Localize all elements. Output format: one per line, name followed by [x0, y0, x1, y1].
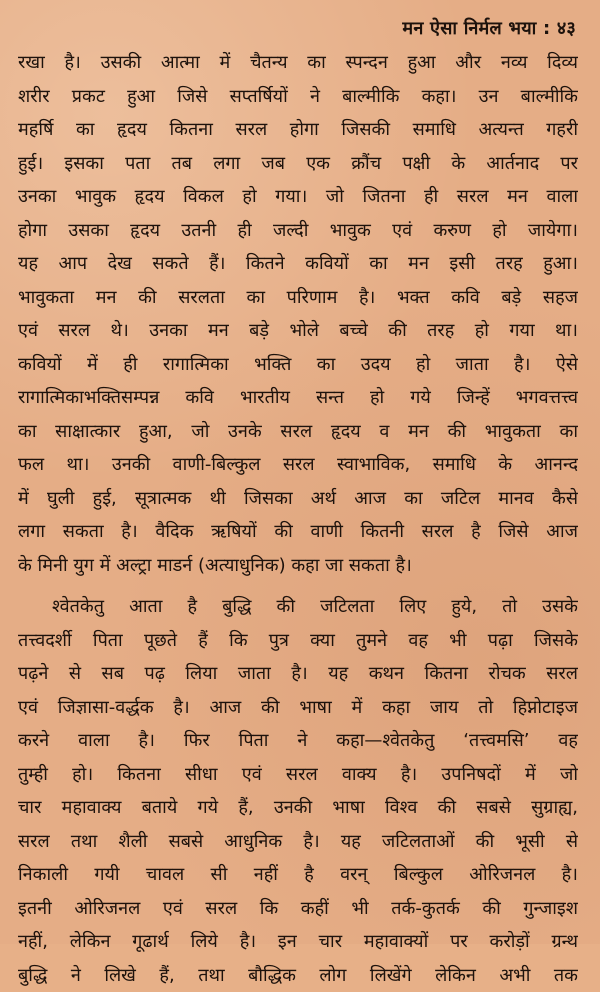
text-line: तत्त्वदर्शी पिता पूछते हैं कि पुत्र क्या तुमने वह भी पढ़ा जिसके	[18, 624, 578, 658]
text-line: उनका भावुक हृदय विकल हो गया। जो जितना ही सरल मन वाला	[18, 180, 578, 214]
text-line: बुद्धि ने लिखे हैं, तथा बौद्धिक लोग लिखेंगे लेकिन अभी तक	[18, 959, 578, 992]
text-line: पढ़ने से सब पढ़ लिया जाता है। यह कथन कितना रोचक सरल	[18, 657, 578, 691]
text-line: फल था। उनकी वाणी-बिल्कुल सरल स्वाभाविक, समाधि के आनन्द	[18, 448, 578, 482]
text-line: निकाली गयी चावल सी नहीं है वरन् बिल्कुल ओरिजनल है।	[18, 858, 578, 892]
text-line: सरल तथा शैली सबसे आधुनिक है। यह जटिलताओं की भूसी से	[18, 825, 578, 859]
text-line: यह आप देख सकते हैं। कितने कवियों का मन इसी तरह हुआ।	[18, 247, 578, 281]
text-line: महर्षि का हृदय कितना सरल होगा जिसकी समाधि अत्यन्त गहरी	[18, 113, 578, 147]
paragraph-gap	[18, 582, 578, 590]
text-line: हुई। इसका पता तब लगा जब एक क्रौंच पक्षी के आर्तनाद पर	[18, 147, 578, 181]
text-line: तुम्ही हो। कितना सीधा एवं सरल वाक्य है। उपनिषदों में जो	[18, 758, 578, 792]
text-line: इतनी ओरिजनल एवं सरल कि कहीं भी तर्क-कुतर्क की गुन्जाइश	[18, 892, 578, 926]
paragraph-1	[18, 46, 578, 582]
text-line: एवं सरल थे। उनका मन बड़े भोले बच्चे की तरह हो गया था।	[18, 314, 578, 348]
paragraph-2	[18, 590, 578, 992]
text-line: एवं जिज्ञासा-वर्द्धक है। आज की भाषा में कहा जाय तो हिप्नोटाइज	[18, 691, 578, 725]
text-line: कवियों में ही रागात्मिका भक्ति का उदय हो जाता है। ऐसे	[18, 348, 578, 382]
text-line: लगा सकता है। वैदिक ऋषियों की वाणी कितनी सरल है जिसे आज	[18, 515, 578, 549]
text-line: रखा है। उसकी आत्मा में चैतन्य का स्पन्दन हुआ और नव्य दिव्य	[18, 46, 578, 80]
text-line: श्वेतकेतु आता है बुद्धि की जटिलता लिए हुये, तो उसके	[18, 590, 578, 624]
text-line: शरीर प्रकट हुआ जिसे सप्तर्षियों ने बाल्मीकि कहा। उन बाल्मीकि	[18, 80, 578, 114]
text-line: रागात्मिकाभक्तिसम्पन्न कवि भारतीय सन्त हो गये जिन्हें भगवत्तत्त्व	[18, 381, 578, 415]
text-line: के मिनी युग में अल्ट्रा माडर्न (अत्याधुनिक) कहा जा सकता है।	[18, 549, 578, 583]
text-line: चार महावाक्य बताये गये हैं, उनकी भाषा विश्व की सबसे सुग्राह्य,	[18, 791, 578, 825]
text-line: करने वाला है। फिर पिता ने कहा—श्वेतकेतु ‘तत्त्वमसि’ वह	[18, 724, 578, 758]
text-line: नहीं, लेकिन गूढार्थ लिये है। इन चार महावाक्यों पर करोड़ों ग्रन्थ	[18, 925, 578, 959]
text-line: भावुकता मन की सरलता का परिणाम है। भक्त कवि बड़े सहज	[18, 281, 578, 315]
running-head: मन ऐसा निर्मल भया : ४३	[18, 10, 578, 46]
text-line: में घुली हुई, सूत्रात्मक थी जिसका अर्थ आज का जटिल मानव कैसे	[18, 482, 578, 516]
text-line: होगा उसका हृदय उतनी ही जल्दी भावुक एवं करुण हो जायेगा।	[18, 214, 578, 248]
text-line: का साक्षात्कार हुआ, जो उनके सरल हृदय व मन की भावुकता का	[18, 415, 578, 449]
